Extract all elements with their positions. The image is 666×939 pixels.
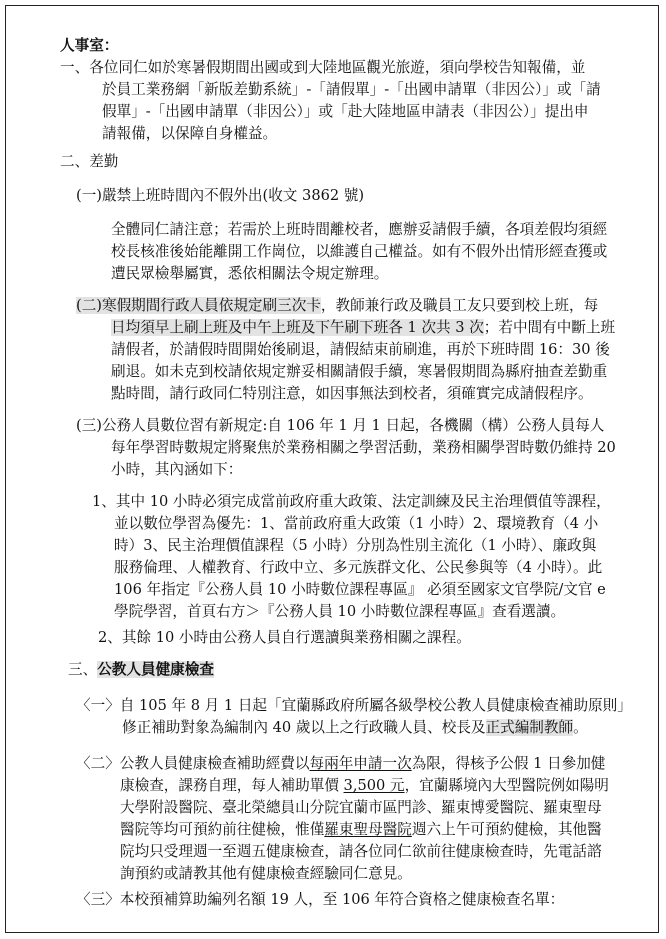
item2-sub3-line: 每年學習時數規定將聚焦於業務相關之學習活動，業務相關學習時數仍維持 20	[111, 439, 616, 456]
item3-sub2-line	[120, 776, 609, 796]
item1-line: 一、各位同仁如於寒暑假期間出國或到大陸地區觀光旅遊，須向學校告知報備，並	[60, 59, 586, 76]
item3-sub3-line: 〈三〉本校預補算助編列名額 19 人，至 106 年符合資格之健康檢查名單：	[76, 891, 565, 908]
point1-line: 106 年指定『公務人員 10 小時數位課程專區』 必須至國家文官學院/文官 e	[114, 581, 606, 598]
item2-sub1-line: 校長核准後始能離開工作崗位，以維護自己權益。如有不假外出情形經查獲或	[111, 243, 608, 260]
text-segment: 週六上午可預約健檢，其他醫	[411, 821, 602, 838]
item3-sub2-line	[120, 820, 602, 840]
item2-sub2-line: 點時間，請行政同仁特別注意，如因事無法到校者，須確實完成請假程序。	[111, 385, 593, 402]
item2-sub3-line: (三)公務人員數位習有新規定:自 106 年 1 月 1 日起，各機關（構）公務人員每人	[76, 417, 605, 434]
item2-sub2-line	[76, 296, 598, 316]
item2-sub2-line: 刷退。如未克到校請依規定辦妥相關請假手續，寒暑假期間為縣府抽查差勤重	[111, 363, 608, 380]
item3-title	[68, 660, 214, 680]
text-segment: ，教師兼行政及職員工友只要到校上班，每	[320, 297, 599, 314]
item2-sub2-line: 請假者，於請假時間開始後刷退，請假結束前刷進，再於下班時間 16：30 後	[111, 341, 610, 358]
point1-line: 學院學習，首頁右方＞『公務人員 10 小時數位課程專區』查看選讀。	[114, 603, 566, 620]
item2-sub3-line: 小時，其內涵如下：	[111, 461, 243, 478]
item1-line: 假單」-「出國申請單（非因公）」或「赴大陸地區申請表（非因公）」提出申	[102, 103, 589, 120]
item3-sub2-line	[76, 754, 605, 774]
highlighted-text: 正式編制教師	[485, 719, 574, 736]
underlined-text: 羅東聖母醫院	[324, 821, 412, 838]
text-segment: 三、	[68, 661, 98, 678]
item2-sub1-title: (一)嚴禁上班時間內不假外出(收文 3862 號)	[76, 187, 365, 204]
section-heading: 人事室：	[60, 37, 119, 54]
item3-sub1-line	[122, 718, 588, 738]
text-segment: ；若中間有中斷上班	[483, 319, 616, 336]
point1-line: 服務倫理、人權教育、行政中立、多元族群文化、公民參與等（4 小時）。此	[114, 559, 603, 576]
item2-sub1-line: 全體同仁請注意；若需於上班時間離校者，應辦妥請假手續，各項差假均須經	[111, 221, 608, 238]
highlighted-title: 公教人員健康檢查	[97, 661, 214, 678]
point2-line: 2、其餘 10 小時由公務人員自行選讀與業務相關之課程。	[98, 629, 471, 646]
text-segment: 醫院等均可預約前往健檢，惟僅	[120, 821, 325, 838]
highlighted-text: (二)寒假期間行政人員依規定刷三次卡	[76, 297, 321, 314]
text-segment: 為限，得核予公假 1 日參加健	[411, 755, 606, 772]
item2-title: 二、差勤	[60, 153, 119, 170]
text-segment: 修正補助對象為編制內 40 歲以上之行政職人員、校長及	[122, 719, 486, 736]
item2-sub1-line: 遭民眾檢舉屬實，悉依相關法令規定辦理。	[111, 265, 389, 282]
text-segment: 康檢查，課務自理，每人補助單價	[120, 777, 344, 794]
item1-line: 請報備，以保障自身權益。	[102, 125, 278, 142]
text-segment: ，宜蘭縣境內大型醫院例如陽明	[404, 777, 609, 794]
underlined-text: 3,500 元	[343, 777, 405, 794]
point1-line: 1、其中 10 小時必須完成當前政府重大政策、法定訓練及民主治理價值等課程，	[92, 493, 611, 510]
item1-line: 於員工業務網「新版差勤系統」-「請假單」-「出國申請單（非因公）」或「請	[102, 81, 601, 98]
item3-sub2-line: 院均只受理週一至週五健康檢查，請各位同仁欲前往健康檢查時，先電話諮	[120, 843, 602, 860]
item3-sub1-line: 〈一〉自 105 年 8 月 1 日起「宜蘭縣政府所屬各級學校公教人員健康檢查補助原則」	[76, 697, 632, 714]
underlined-text: 每兩年申請一次	[309, 755, 412, 772]
text-segment: 。	[573, 719, 588, 736]
item3-sub2-line: 詢預約或請教其他有健康檢查經驗同仁意見。	[120, 865, 412, 882]
point1-line: 時）3、民主治理價值課程（5 小時）分別為性別主流化（1 小時）、廉政與	[114, 537, 597, 554]
item2-sub2-line	[111, 318, 615, 338]
text-segment: 〈二〉公教人員健康檢查補助經費以	[76, 755, 310, 772]
point1-line: 並以數位學習為優先：1、當前政府重大政策（1 小時）2、環境教育（4 小	[114, 515, 599, 532]
highlighted-text: 日均須早上刷上班及中午上班及下午刷下班各 1 次共 3 次	[111, 319, 484, 336]
item3-sub2-line: 大學附設醫院、臺北榮總員山分院宜蘭市區門診、羅東博愛醫院、羅東聖母	[120, 799, 602, 816]
